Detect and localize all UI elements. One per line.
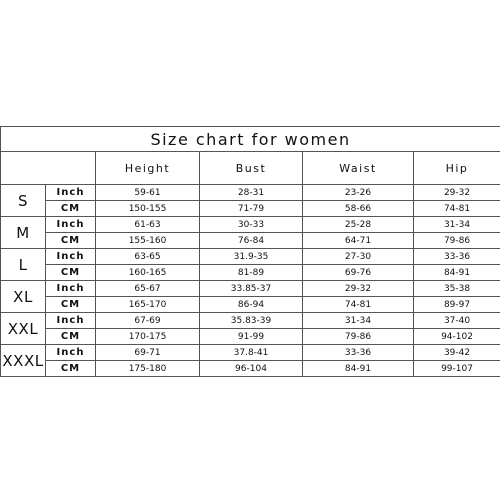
waist-value: 69-76 [303, 265, 414, 281]
size-label: XXL [1, 313, 46, 345]
height-value: 175-180 [96, 361, 200, 377]
table-row [1, 313, 500, 329]
hip-value: 84-91 [414, 265, 500, 281]
bust-value: 76-84 [200, 233, 303, 249]
unit-label: Inch [46, 249, 96, 265]
hip-value: 39-42 [414, 345, 500, 361]
bust-value: 30-33 [200, 217, 303, 233]
table-row [1, 281, 500, 297]
hip-value: 99-107 [414, 361, 500, 377]
height-value: 155-160 [96, 233, 200, 249]
waist-value: 25-28 [303, 217, 414, 233]
unit-label: CM [46, 329, 96, 345]
table-row [1, 249, 500, 265]
table-row [1, 185, 500, 201]
size-chart-table [0, 126, 500, 377]
waist-value: 84-91 [303, 361, 414, 377]
table-row [1, 265, 500, 281]
header-height: Height [96, 152, 200, 185]
waist-value: 29-32 [303, 281, 414, 297]
size-label: XXXL [1, 345, 46, 377]
size-label: L [1, 249, 46, 281]
hip-value: 37-40 [414, 313, 500, 329]
bust-value: 35.83-39 [200, 313, 303, 329]
height-value: 61-63 [96, 217, 200, 233]
header-bust: Bust [200, 152, 303, 185]
waist-value: 74-81 [303, 297, 414, 313]
waist-value: 79-86 [303, 329, 414, 345]
bust-value: 37.8-41 [200, 345, 303, 361]
waist-value: 33-36 [303, 345, 414, 361]
bust-value: 96-104 [200, 361, 303, 377]
hip-value: 35-38 [414, 281, 500, 297]
hip-value: 33-36 [414, 249, 500, 265]
unit-label: Inch [46, 185, 96, 201]
unit-label: Inch [46, 313, 96, 329]
height-value: 65-67 [96, 281, 200, 297]
hip-value: 79-86 [414, 233, 500, 249]
bust-value: 86-94 [200, 297, 303, 313]
size-label: M [1, 217, 46, 249]
waist-value: 27-30 [303, 249, 414, 265]
unit-label: Inch [46, 217, 96, 233]
hip-value: 31-34 [414, 217, 500, 233]
height-value: 160-165 [96, 265, 200, 281]
waist-value: 31-34 [303, 313, 414, 329]
table-row [1, 233, 500, 249]
bust-value: 81-89 [200, 265, 303, 281]
hip-value: 94-102 [414, 329, 500, 345]
unit-label: CM [46, 297, 96, 313]
size-rows [1, 185, 500, 377]
height-value: 165-170 [96, 297, 200, 313]
table-row [1, 345, 500, 361]
waist-value: 64-71 [303, 233, 414, 249]
height-value: 150-155 [96, 201, 200, 217]
title-row [1, 127, 500, 152]
unit-label: CM [46, 361, 96, 377]
bust-value: 33.85-37 [200, 281, 303, 297]
unit-label: Inch [46, 345, 96, 361]
header-row [1, 152, 500, 185]
unit-label: CM [46, 265, 96, 281]
height-value: 67-69 [96, 313, 200, 329]
height-value: 69-71 [96, 345, 200, 361]
size-label: XL [1, 281, 46, 313]
hip-value: 29-32 [414, 185, 500, 201]
header-hip: Hip [414, 152, 500, 185]
bust-value: 91-99 [200, 329, 303, 345]
waist-value: 23-26 [303, 185, 414, 201]
unit-label: Inch [46, 281, 96, 297]
bust-value: 71-79 [200, 201, 303, 217]
height-value: 59-61 [96, 185, 200, 201]
unit-label: CM [46, 201, 96, 217]
unit-label: CM [46, 233, 96, 249]
table-row [1, 297, 500, 313]
table-row [1, 329, 500, 345]
size-label: S [1, 185, 46, 217]
hip-value: 74-81 [414, 201, 500, 217]
header-blank [1, 152, 96, 185]
header-waist: Waist [303, 152, 414, 185]
table-row [1, 361, 500, 377]
bust-value: 28-31 [200, 185, 303, 201]
height-value: 63-65 [96, 249, 200, 265]
hip-value: 89-97 [414, 297, 500, 313]
table-row [1, 217, 500, 233]
table-row [1, 201, 500, 217]
waist-value: 58-66 [303, 201, 414, 217]
bust-value: 31.9-35 [200, 249, 303, 265]
chart-title: Size chart for women [1, 127, 500, 152]
height-value: 170-175 [96, 329, 200, 345]
